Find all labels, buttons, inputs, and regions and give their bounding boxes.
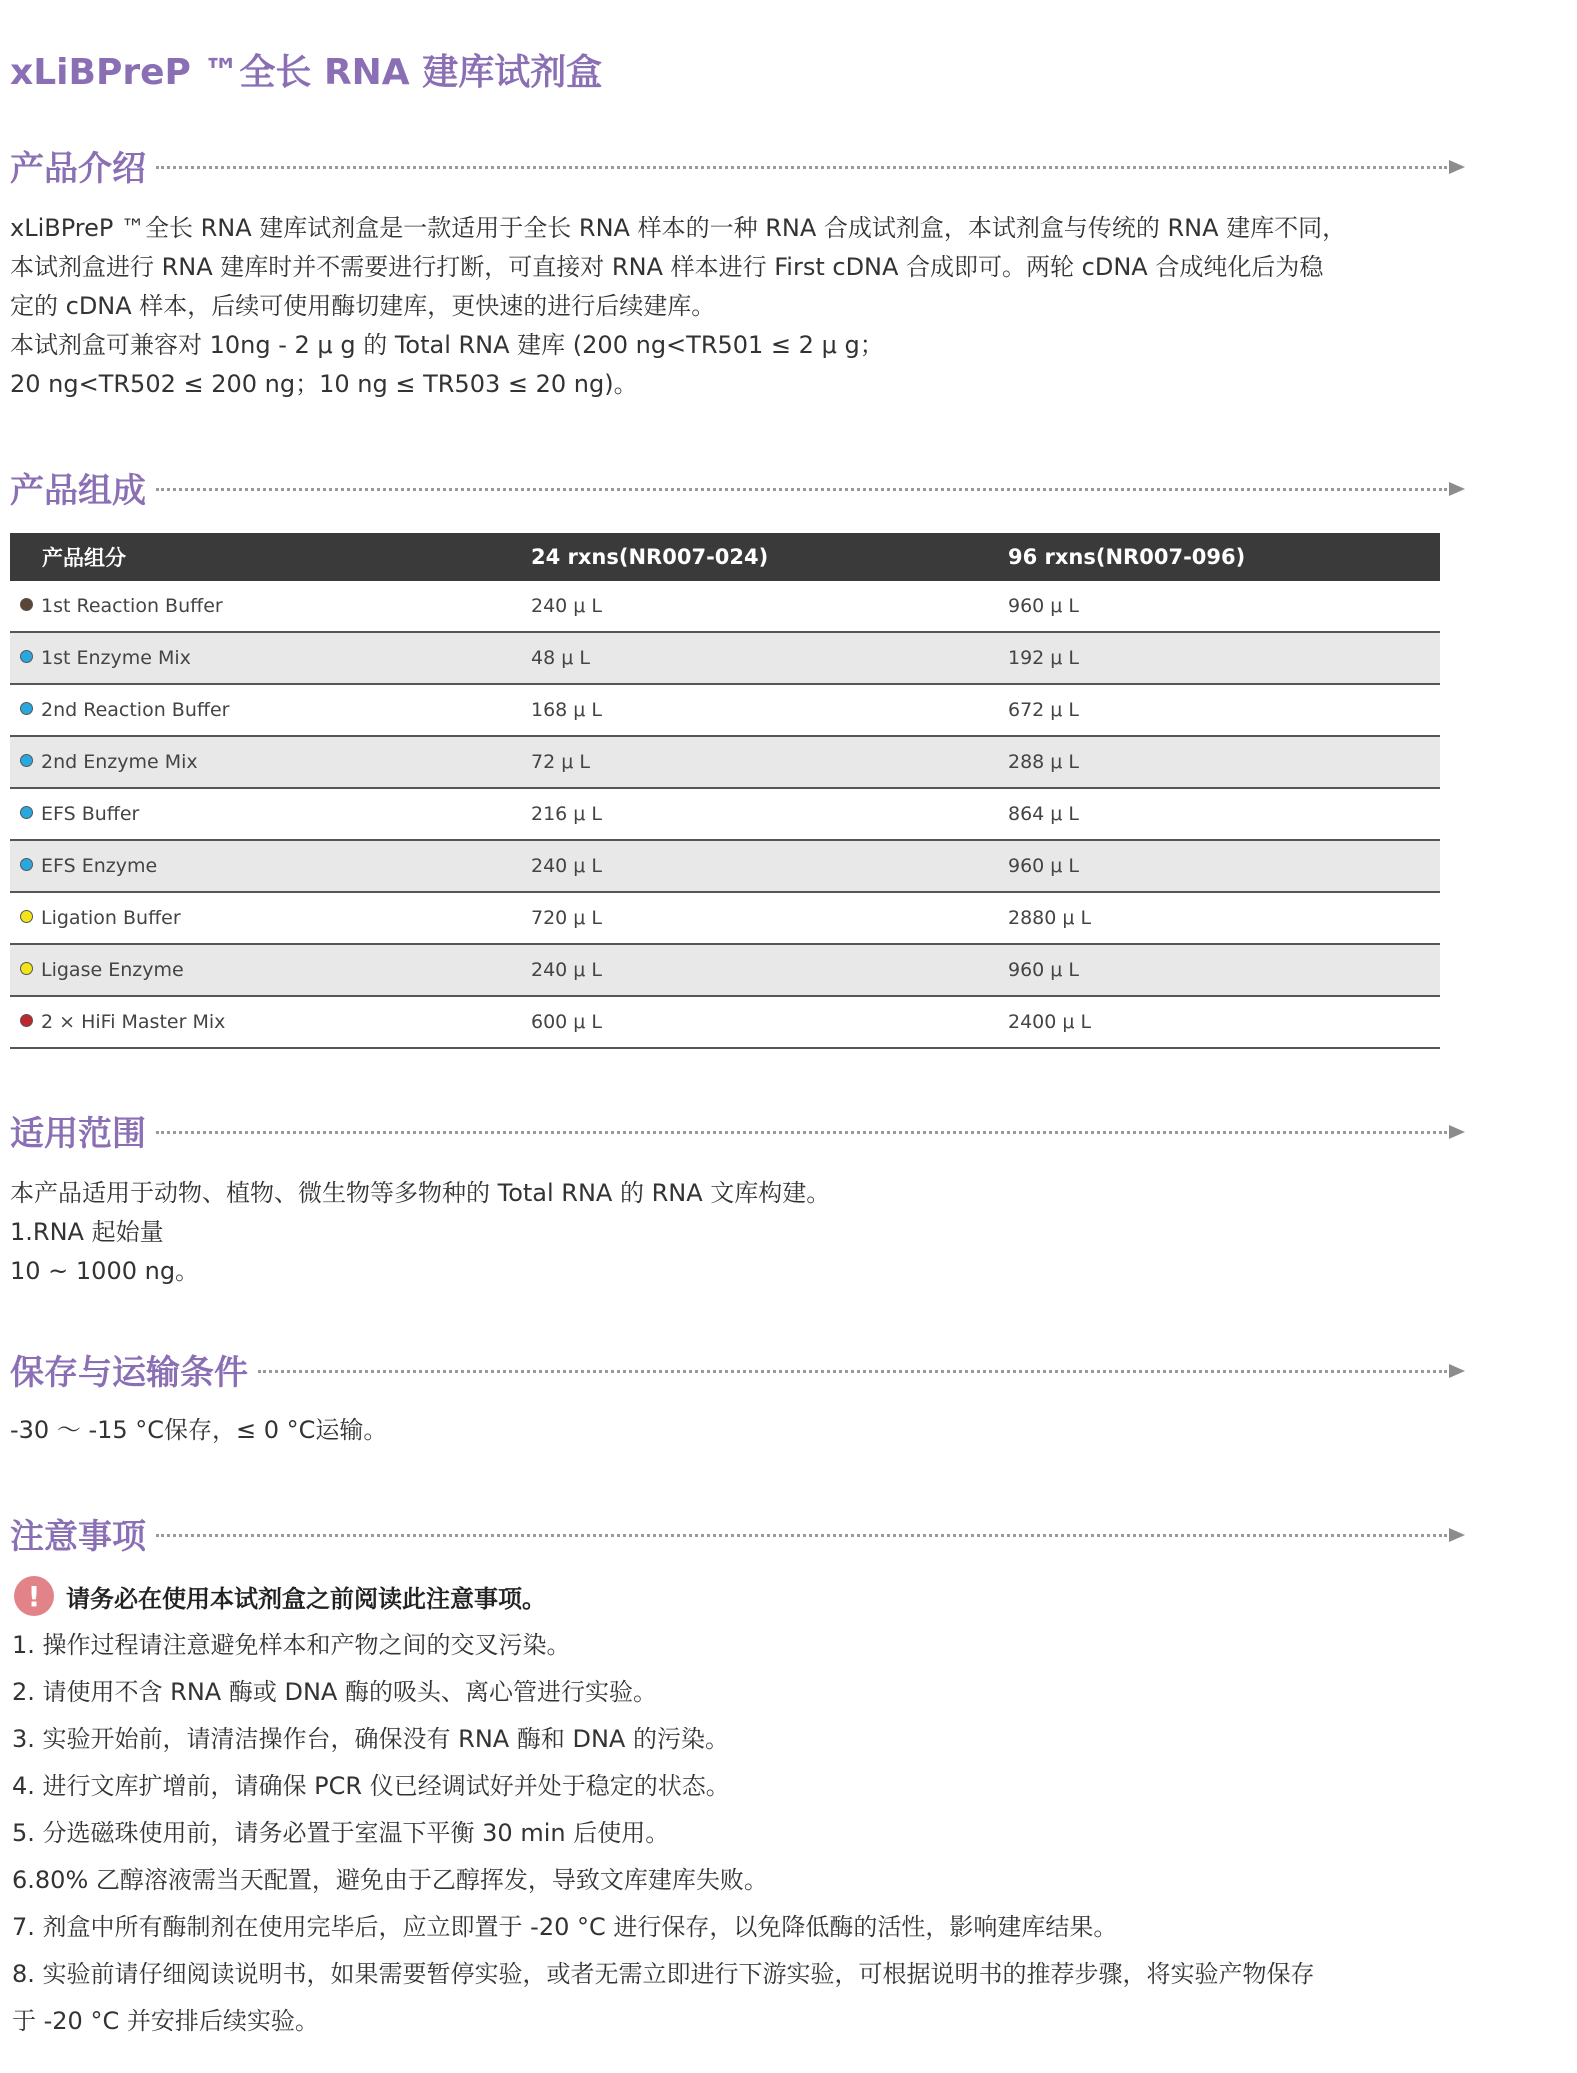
text-line: 定的 cDNA 样本，后续可使用酶切建库，更快速的进行后续建库。 [10, 292, 716, 320]
component-name: Ligase Enzyme [41, 959, 184, 981]
warning-banner [14, 1576, 546, 1616]
component-name: 2nd Enzyme Mix [41, 751, 198, 773]
component-name: 2nd Reaction Buffer [41, 699, 230, 721]
table-row [10, 632, 1440, 684]
volume-24-cell: 240 μ L [530, 944, 1008, 996]
table-row [10, 944, 1440, 996]
table-row [10, 684, 1440, 736]
component-name: EFS Buffer [41, 803, 140, 825]
column-header: 24 rxns(NR007-024) [530, 533, 1008, 581]
component-cell [10, 840, 530, 892]
volume-24-cell: 72 μ L [530, 736, 1008, 788]
volume-96-cell: 960 μ L [1008, 840, 1440, 892]
column-header: 产品组分 [10, 533, 530, 581]
volume-96-cell: 288 μ L [1008, 736, 1440, 788]
document-title: xLiBPreP ™全长 RNA 建库试剂盒 [10, 52, 603, 93]
color-dot-icon [20, 806, 33, 819]
volume-96-cell: 2400 μ L [1008, 996, 1440, 1048]
volume-96-cell: 960 μ L [1008, 581, 1440, 632]
volume-96-cell: 672 μ L [1008, 684, 1440, 736]
component-cell [10, 736, 530, 788]
table-row [10, 840, 1440, 892]
component-name: Ligation Buffer [41, 907, 181, 929]
list-item: 6.80% 乙醇溶液需当天配置，避免由于乙醇挥发，导致文库建库失败。 [12, 1866, 768, 1894]
component-cell [10, 892, 530, 944]
component-cell [10, 632, 530, 684]
exclamation-icon: ! [14, 1576, 54, 1616]
column-header: 96 rxns(NR007-096) [1008, 533, 1440, 581]
dotted-leader [156, 1534, 1447, 1537]
component-cell [10, 684, 530, 736]
list-item: 5. 分选磁珠使用前，请务必置于室温下平衡 30 min 后使用。 [12, 1819, 670, 1847]
section-header-composition [10, 464, 1465, 510]
component-cell [10, 788, 530, 840]
section-heading: 注意事项 [10, 1516, 146, 1557]
scope-paragraph [10, 1174, 1460, 1291]
table-row [10, 788, 1440, 840]
table-row [10, 581, 1440, 632]
section-header-intro [10, 142, 1465, 188]
color-dot-icon [20, 754, 33, 767]
color-dot-icon [20, 702, 33, 715]
volume-96-cell: 2880 μ L [1008, 892, 1440, 944]
component-cell [10, 581, 530, 632]
text-line: xLiBPreP ™全长 RNA 建库试剂盒是一款适用于全长 RNA 样本的一种 RNA 合成试剂盒，本试剂盒与传统的 RNA 建库不同， [10, 214, 1347, 242]
volume-96-cell: 192 μ L [1008, 632, 1440, 684]
volume-24-cell: 240 μ L [530, 840, 1008, 892]
component-name: 1st Enzyme Mix [41, 647, 191, 669]
warning-text: 请务必在使用本试剂盒之前阅读此注意事项。 [66, 1584, 546, 1613]
text-line: 10 ~ 1000 ng。 [10, 1257, 200, 1285]
dotted-leader [156, 166, 1447, 169]
list-item: 3. 实验开始前，请清洁操作台，确保没有 RNA 酶和 DNA 的污染。 [12, 1725, 729, 1753]
table-row [10, 892, 1440, 944]
text-line: 1.RNA 起始量 [10, 1218, 164, 1246]
text-line: 本产品适用于动物、植物、微生物等多物种的 Total RNA 的 RNA 文库构建。 [10, 1179, 831, 1207]
arrow-right-icon [1449, 1364, 1465, 1378]
text-line: -30 ～ -15 °C保存，≤ 0 °C运输。 [10, 1416, 388, 1444]
volume-24-cell: 600 μ L [530, 996, 1008, 1048]
section-heading: 产品组成 [10, 470, 146, 511]
volume-96-cell: 864 μ L [1008, 788, 1440, 840]
text-line: 本试剂盒进行 RNA 建库时并不需要进行打断，可直接对 RNA 样本进行 First cDNA 合成即可。两轮 cDNA 合成纯化后为稳 [10, 253, 1324, 281]
dotted-leader [156, 1131, 1447, 1134]
volume-24-cell: 216 μ L [530, 788, 1008, 840]
component-name: 1st Reaction Buffer [41, 595, 223, 617]
table-row [10, 996, 1440, 1048]
list-item: 2. 请使用不含 RNA 酶或 DNA 酶的吸头、离心管进行实验。 [12, 1678, 657, 1706]
arrow-right-icon [1449, 160, 1465, 174]
section-header-scope [10, 1107, 1465, 1153]
intro-paragraph [10, 209, 1460, 404]
component-cell [10, 996, 530, 1048]
list-item: 于 -20 °C 并安排后续实验。 [12, 2007, 319, 2035]
color-dot-icon [20, 858, 33, 871]
storage-paragraph [10, 1411, 1460, 1450]
color-dot-icon [20, 962, 33, 975]
list-item: 8. 实验前请仔细阅读说明书，如果需要暂停实验，或者无需立即进行下游实验，可根据说明书的推荐步骤，将实验产物保存 [12, 1960, 1315, 1988]
list-item: 7. 剂盒中所有酶制剂在使用完毕后，应立即置于 -20 °C 进行保存，以免降低酶的活性，影响建库结果。 [12, 1913, 1118, 1941]
component-name: EFS Enzyme [41, 855, 158, 877]
arrow-right-icon [1449, 1125, 1465, 1139]
arrow-right-icon [1449, 1528, 1465, 1542]
color-dot-icon [20, 598, 33, 611]
list-item: 1. 操作过程请注意避免样本和产物之间的交叉污染。 [12, 1631, 571, 1659]
table-row [10, 736, 1440, 788]
table-header-row [10, 533, 1440, 581]
dotted-leader [156, 488, 1447, 491]
section-header-storage [10, 1346, 1465, 1392]
notes-list [12, 1622, 1462, 2045]
volume-24-cell: 168 μ L [530, 684, 1008, 736]
list-item: 4. 进行文库扩增前，请确保 PCR 仪已经调试好并处于稳定的状态。 [12, 1772, 730, 1800]
volume-96-cell: 960 μ L [1008, 944, 1440, 996]
color-dot-icon [20, 910, 33, 923]
composition-table [10, 533, 1440, 1049]
text-line: 20 ng<TR502 ≤ 200 ng；10 ng ≤ TR503 ≤ 20 ng)。 [10, 370, 638, 398]
volume-24-cell: 720 μ L [530, 892, 1008, 944]
component-name: 2 × HiFi Master Mix [41, 1011, 226, 1033]
section-heading: 适用范围 [10, 1113, 146, 1154]
color-dot-icon [20, 1014, 33, 1027]
component-cell [10, 944, 530, 996]
section-heading: 保存与运输条件 [10, 1352, 248, 1393]
dotted-leader [258, 1370, 1447, 1373]
section-heading: 产品介绍 [10, 148, 146, 189]
text-line: 本试剂盒可兼容对 10ng - 2 μ g 的 Total RNA 建库 (200 ng<TR501 ≤ 2 μ g； [10, 331, 884, 359]
arrow-right-icon [1449, 482, 1465, 496]
volume-24-cell: 240 μ L [530, 581, 1008, 632]
volume-24-cell: 48 μ L [530, 632, 1008, 684]
color-dot-icon [20, 650, 33, 663]
section-header-notes [10, 1510, 1465, 1556]
